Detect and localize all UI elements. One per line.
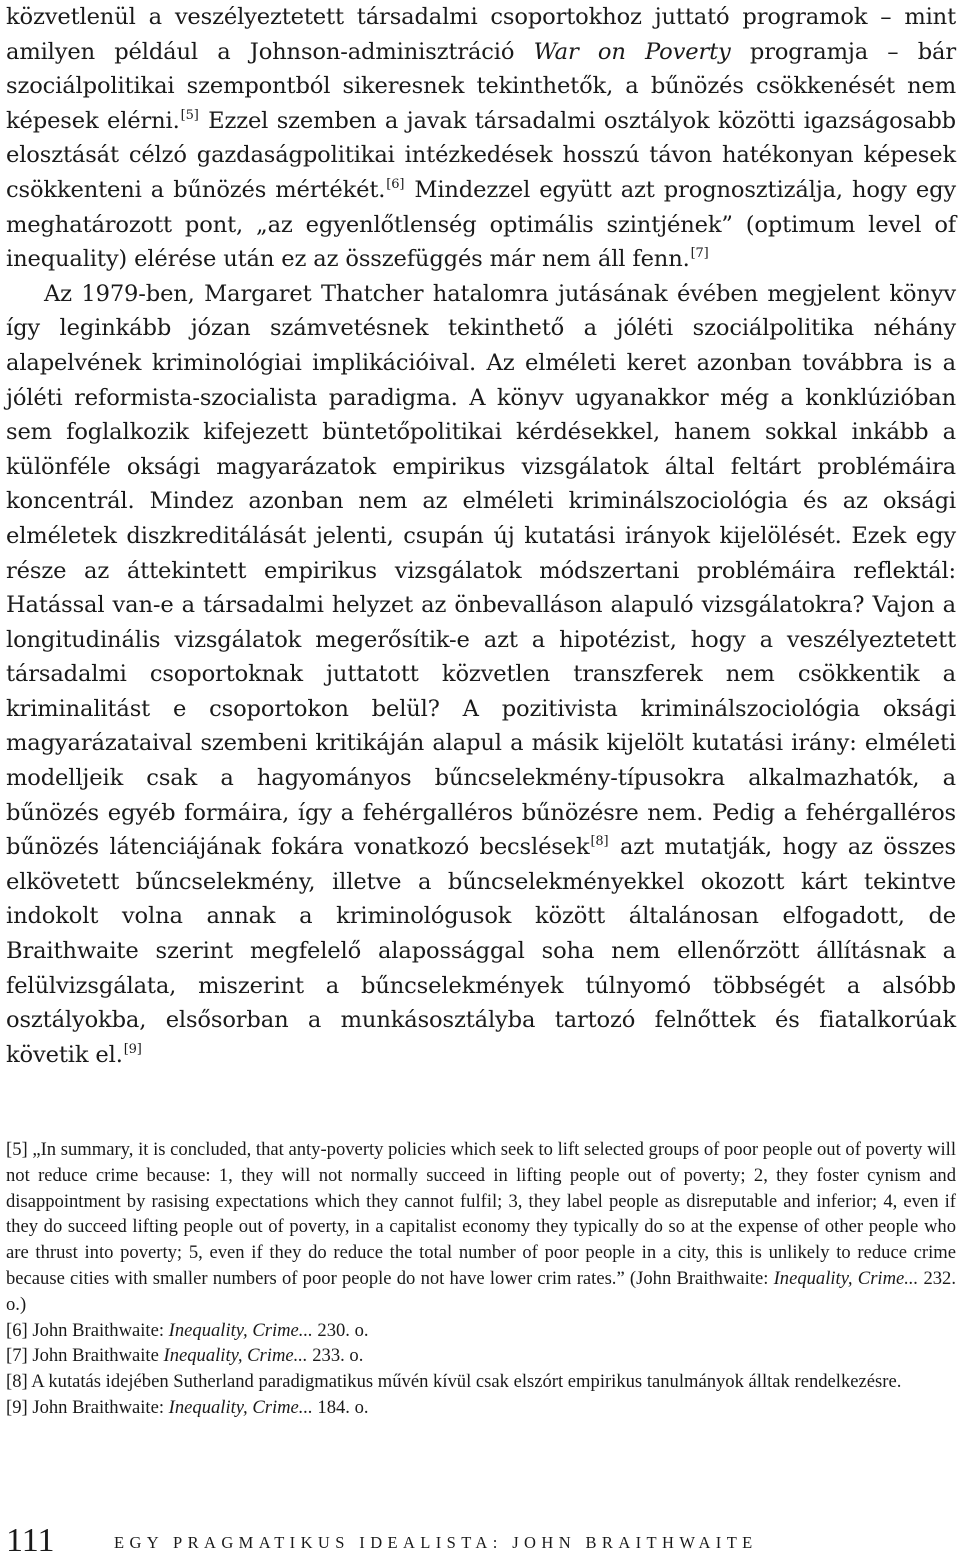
footnote-text: 184. o. — [312, 1396, 369, 1418]
footnote-text: 233. o. — [307, 1345, 364, 1367]
text-run: Az 1979-ben, Margaret Thatcher hatalomra jutásának évében megjelent könyv így leginkább józan számvetésnek tekinthető a jóléti szociálpolitika néhány alapelvének kriminológiai implikációival. Az elméleti keret azonban továbbra is a jóléti reformista-szocialista paradigma. A könyv ugyanakkor még a konklúzióban sem foglalkozik kifejezett büntetőpolitikai kérdésekkel, hanem sokkal inkább a különféle oksági magyarázatok empirikus vizsgálatok által feltárt problémáira koncentrál. Mindez azonban nem az elméleti kriminálszociológia és az oksági elméletek diszkreditálását jelenti, csupán új kutatási irányok kijelölését. Ezek egy része az áttekintett empirikus vizsgálatok módszertani problémáira reflektál: Hatással van-e a társadalmi helyzet az önbevalláson alapuló vizsgálatokra? Vajon a longitudinális vizsgálatok megerősítik-e azt a hipotézist, hogy a veszélyeztetett társadalmi csoportoknak juttatott közvetlen transzferek nem csökkentik a kriminalitást e csoportokon belül? A pozitivista kriminálszociológia oksági magyarázataival szembeni kritikáján alapul a másik kijelölt kutatási irány: elméleti modelljeik csak a hagyományos bűncselekmény-típusokra alkalmazhatók, a bűnözés egyéb formáira, így a fehérgalléros bűnözésre nem. Pedig a fehérgalléros bűnözés látenciájának fokára vonatkozó becslések — [6, 280, 956, 861]
page-number: 111 — [6, 1522, 55, 1559]
footnote-text: [5] „In summary, it is concluded, that anty-poverty policies which seek to lift selected groups of poor people out of poverty will not reduce crime because: 1, they will not normally succeed in lifting people out of poverty; 2, they foster cynism and disappointment by rasising expectations which they cannot fulfil; 3, they label people as disreputable and inferior; 4, even if they do succeed lifting people out of poverty, in a capitalist economy they typically do so at the expense of other people who are thrust into poverty; 5, even if they do reduce the total number of poor people in a city, this is unlikely to reduce crime because cities with smaller numbers of poor people do not have lower crim rates.” (John Braithwaite: — [6, 1139, 956, 1289]
footnote-text: [6] John Braithwaite: — [6, 1319, 169, 1341]
footnote-italic-title: Inequality, Crime... — [773, 1267, 919, 1289]
footnote-ref-6[interactable]: [6] — [386, 176, 405, 192]
footnote-text: [8] A kutatás idejében Sutherland paradigmatikus művén kívül csak elszórt empirikus tanulmányok álltak rendelkezésre. — [6, 1371, 902, 1393]
footnote-8 — [6, 1369, 956, 1395]
footnote-ref-5[interactable]: [5] — [180, 107, 199, 123]
main-text — [6, 0, 956, 1072]
footnote-ref-9[interactable]: [9] — [123, 1041, 142, 1057]
page-footer — [6, 1522, 956, 1562]
footnote-italic-title: Inequality, Crime... — [168, 1396, 313, 1418]
text-run: Ezzel szemben a javak társadalmi osztályok közötti igazságosabb elosztását célzó gazdaságpolitikai intézkedések hosszú távon hatékonyan képesek csökkenteni a bűnözés mértékét. — [6, 107, 956, 203]
text-run: azt mutatják, hogy az összes elkövetett bűncselekmény, illetve a bűncselekményekkel okozott kárt tekintve indokolt volna annak a kriminológusok között általánosan elfogadott, de Braithwaite szerint megfelelő alapossággal soha nem ellenőrzött állításnak a felülvizsgálata, miszerint a bűncselekmények túlnyomó többségét a alsóbb osztályokba, elsősorban a munkásosztályba tartozó felnőttek és fiatalkorúak követik el. — [6, 834, 956, 1068]
footnote-text: [9] John Braithwaite: — [6, 1396, 169, 1418]
footnote-italic-title: Inequality, Crime... — [163, 1345, 308, 1367]
footnote-ref-8[interactable]: [8] — [590, 834, 609, 850]
footnote-9 — [6, 1395, 956, 1421]
footnote-text: 230. o. — [312, 1319, 369, 1341]
footnote-6 — [6, 1318, 956, 1344]
italic-program-name: War on Poverty — [533, 38, 731, 65]
text-run: programja – bár szociálpolitikai szempontból sikeresnek tekinthetők, a bűnözés csökkenését nem képesek elérni. — [6, 38, 956, 134]
footnote-italic-title: Inequality, Crime... — [168, 1319, 313, 1341]
footnote-7 — [6, 1343, 956, 1369]
text-run: közvetlenül a veszélyeztetett társadalmi csoportokhoz juttató programok – mint amilyen például a Johnson-adminisztráció — [6, 4, 956, 65]
text-run: Mindezzel együtt azt prognosztizálja, hogy egy meghatározott pont, „az egyenlőtlenség optimális szintjének” (optimum level of inequality) elérése után ez az összefüggés már nem áll fenn. — [6, 176, 957, 273]
paragraph-1 — [6, 0, 956, 277]
footnote-text: 232. o.) — [6, 1267, 956, 1315]
footnote-ref-7[interactable]: [7] — [690, 246, 709, 262]
footnote-5 — [6, 1137, 956, 1318]
footnote-text: [7] John Braithwaite — [6, 1345, 164, 1367]
footnotes — [6, 1137, 956, 1421]
paragraph-2 — [6, 277, 956, 1073]
running-title: EGY PRAGMATIKUS IDEALISTA: JOHN BRAITHWAITE — [114, 1533, 758, 1552]
